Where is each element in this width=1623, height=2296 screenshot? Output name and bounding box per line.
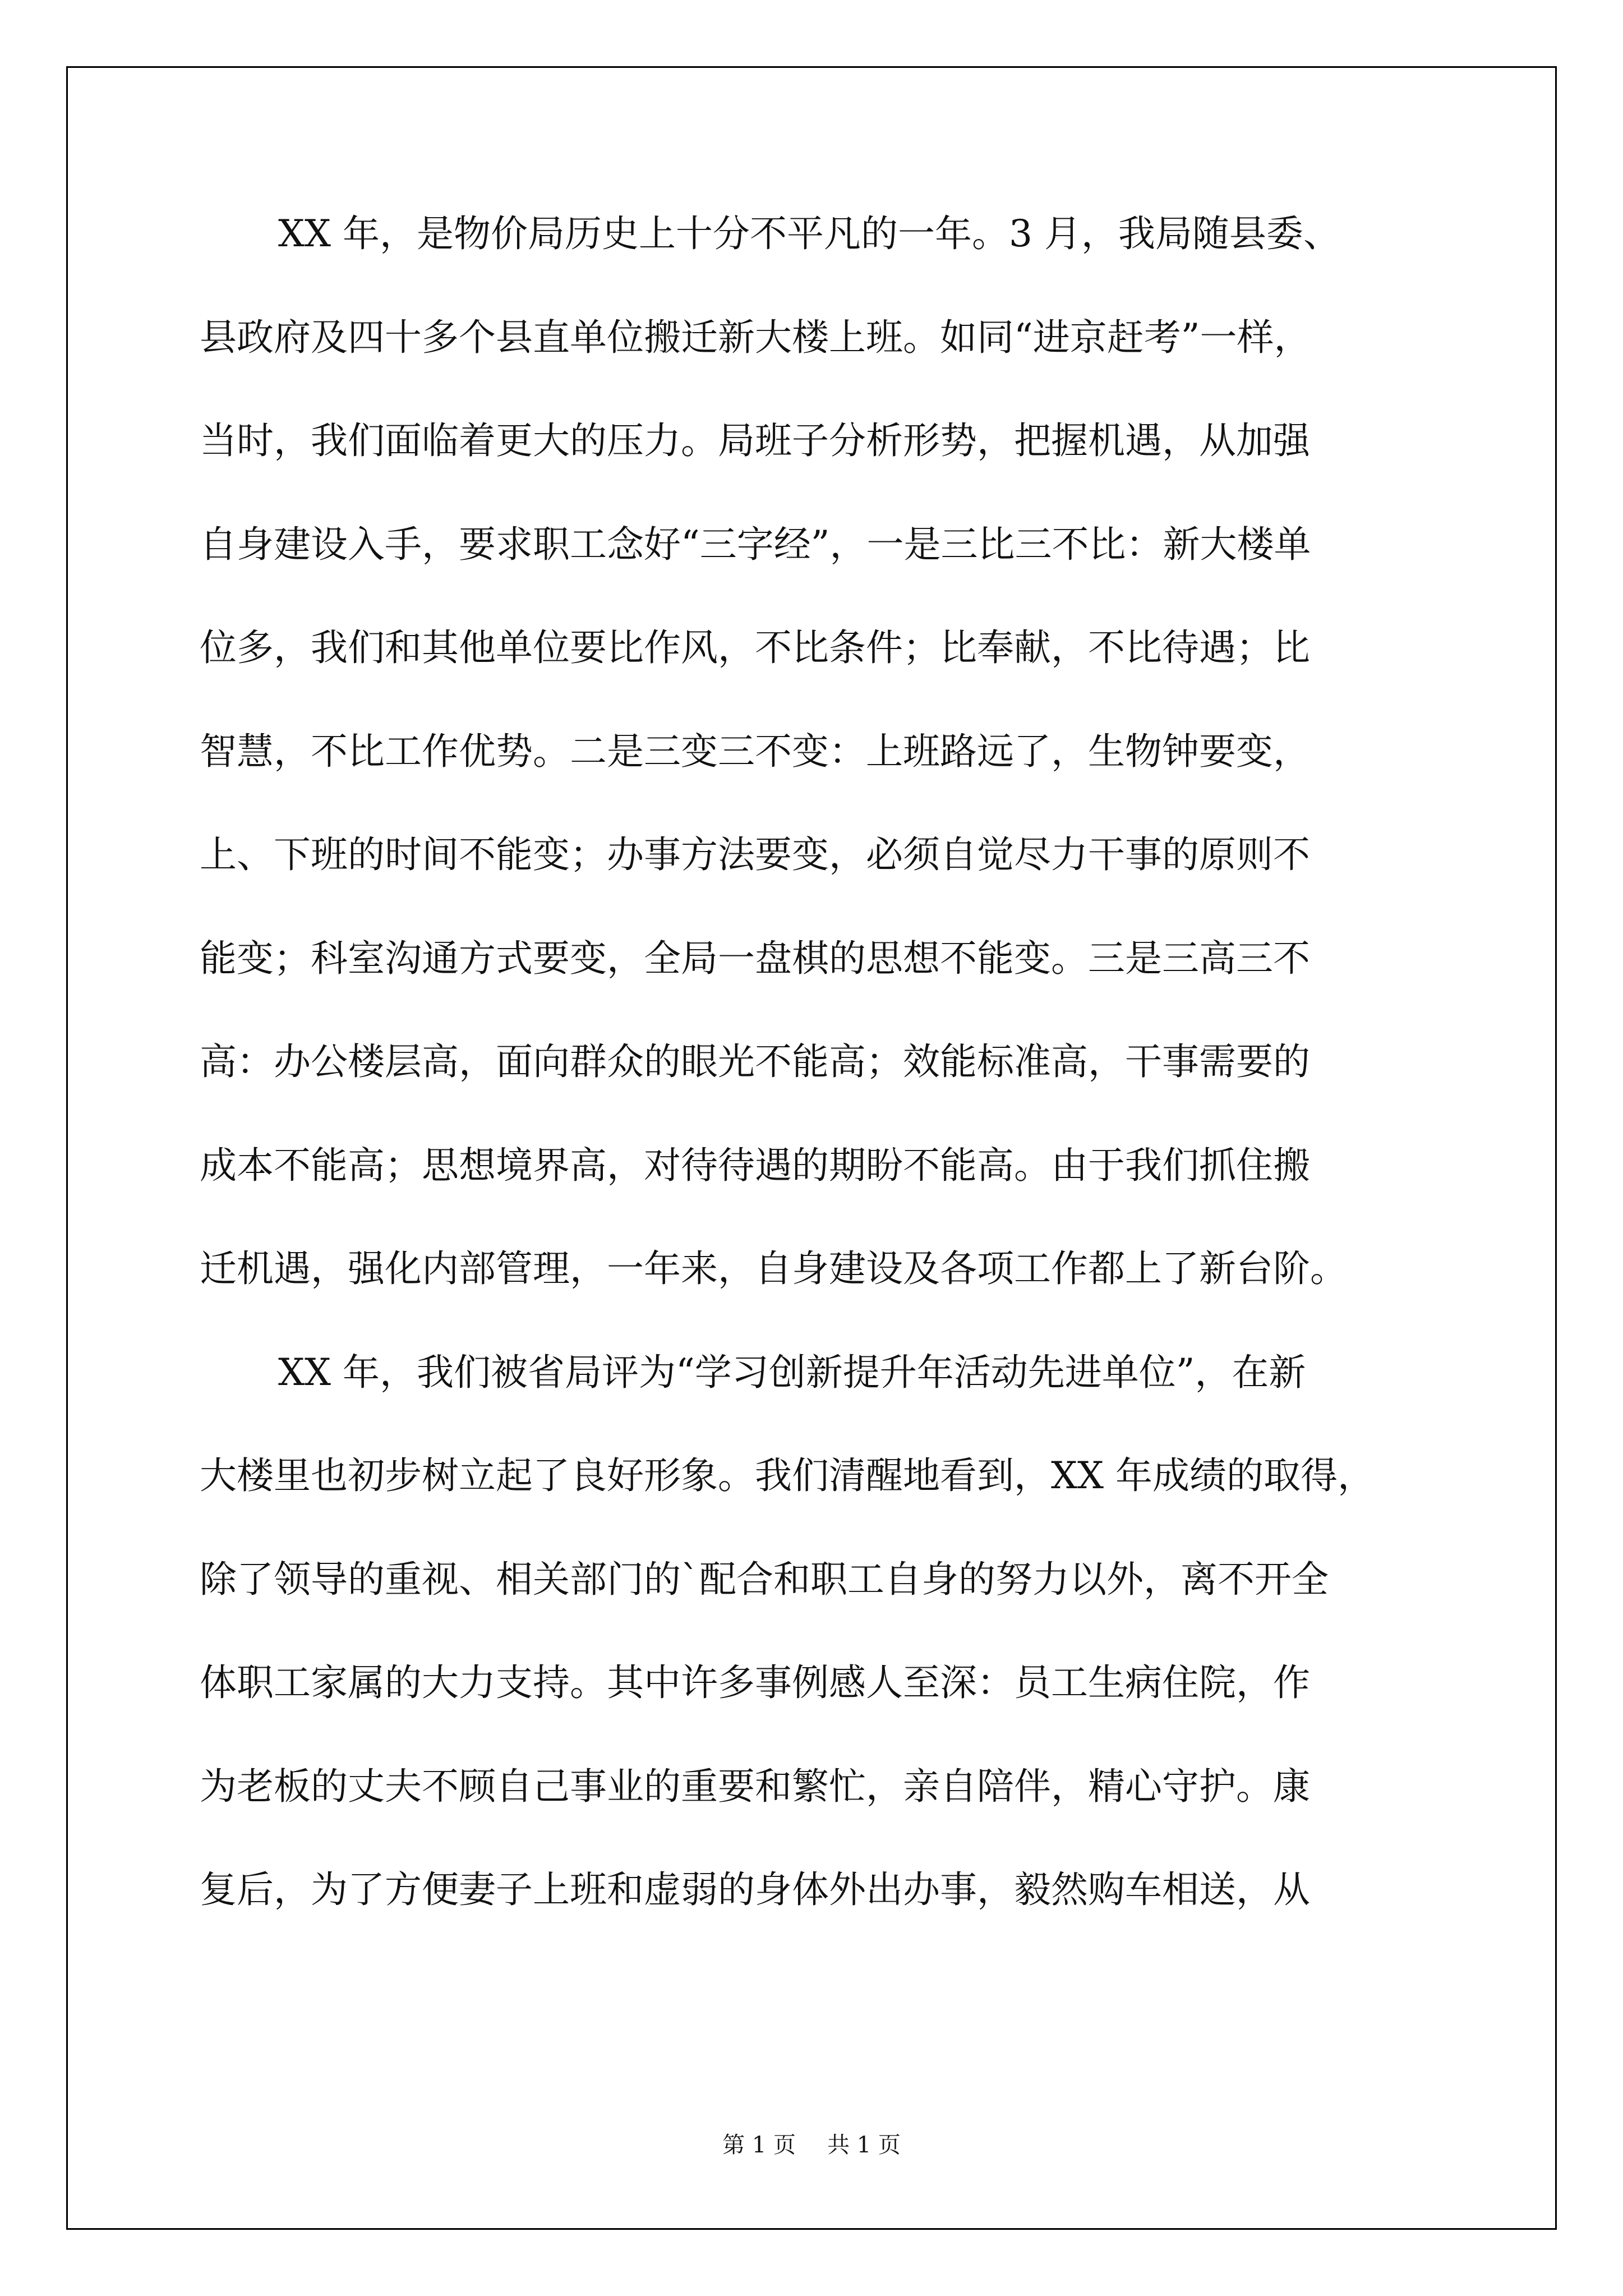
text-line-17: 复后，为了方便妻子上班和虚弱的身体外出办事，毅然购车相送，从: [200, 1868, 1310, 1911]
text-line-7: 上、下班的时间不能变；办事方法要变，必须自觉尽力干事的原则不: [200, 833, 1310, 876]
text-line-2: 县政府及四十多个县直单位搬迁新大楼上班。如同“进京赶考”一样，: [200, 315, 1311, 359]
document-body: [200, 212, 1433, 1975]
text-line-16: 为老板的丈夫不顾自己事业的重要和繁忙，亲自陪伴，精心守护。康: [200, 1764, 1310, 1808]
text-line-13: 大楼里也初步树立起了良好形象。我们清醒地看到，XX 年成绩的取得，: [200, 1454, 1375, 1497]
text-line-15: 体职工家属的大力支持。其中许多事例感人至深：员工生病住院，作: [200, 1661, 1310, 1704]
page-number: 第 1 页: [722, 2132, 796, 2158]
text-line-10: 成本不能高；思想境界高，对待待遇的期盼不能高。由于我们抓住搬: [200, 1143, 1310, 1187]
text-line-9: 高：办公楼层高，面向群众的眼光不能高；效能标准高，干事需要的: [200, 1040, 1310, 1083]
text-line-12: XX 年，我们被省局评为“学习创新提升年活动先进单位”，在新: [278, 1350, 1306, 1394]
text-line-6: 智慧，不比工作优势。二是三变三不变：上班路远了，生物钟要变，: [200, 729, 1310, 773]
text-line-1: XX 年，是物价局历史上十分不平凡的一年。3 月，我局随县委、: [278, 212, 1340, 255]
text-line-4: 自身建设入手，要求职工念好“三字经”，一是三比三不比：新大楼单: [200, 522, 1311, 566]
text-line-8: 能变；科室沟通方式要变，全局一盘棋的思想不能变。三是三高三不: [200, 936, 1310, 980]
text-line-5: 位多，我们和其他单位要比作风，不比条件；比奉献，不比待遇；比: [200, 626, 1310, 669]
text-line-11: 迁机遇，强化内部管理，一年来，自身建设及各项工作都上了新台阶。: [200, 1247, 1347, 1290]
page-total: 共 1 页: [827, 2132, 901, 2158]
text-line-3: 当时，我们面临着更大的压力。局班子分析形势，把握机遇，从加强: [200, 419, 1310, 462]
text-line-14: 除了领导的重视、相关部门的`配合和职工自身的努力以外，离不开全: [200, 1557, 1329, 1601]
page-footer: [0, 2127, 1623, 2159]
